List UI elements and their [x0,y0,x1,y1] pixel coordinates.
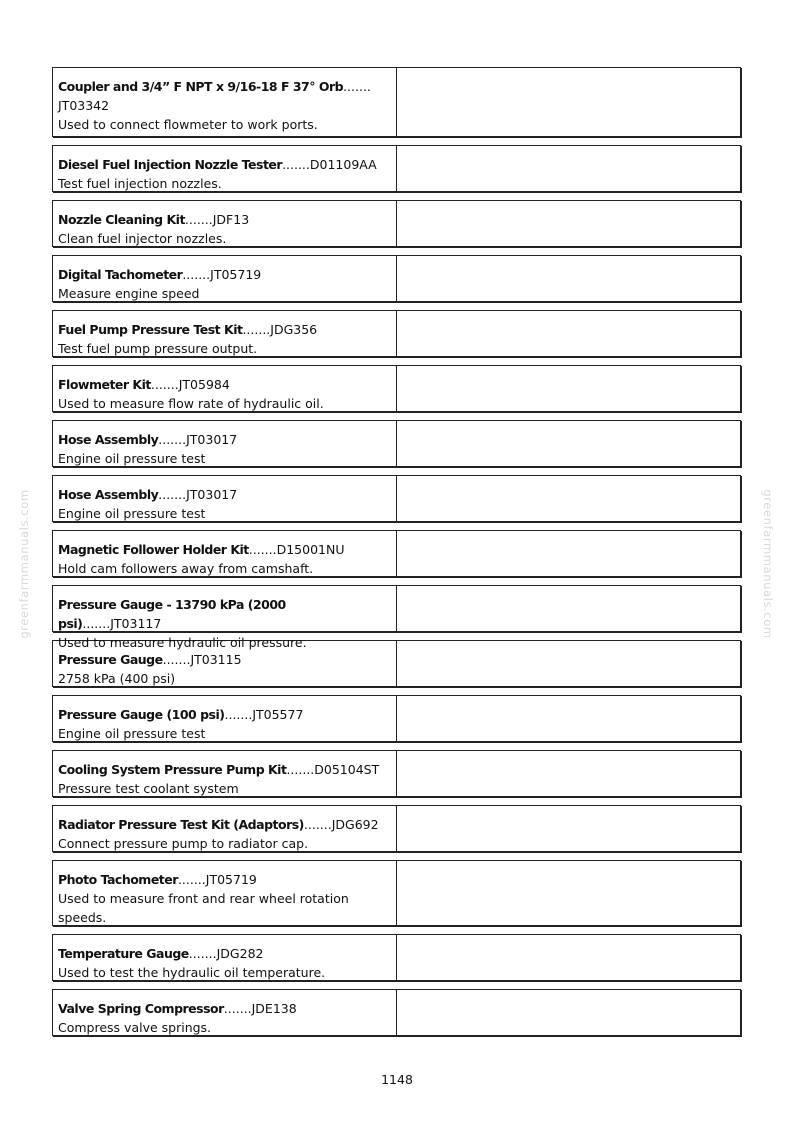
tool-notes-cell [397,421,740,466]
tool-row [52,255,741,302]
tool-name: Hose Assembly [58,432,159,447]
tool-name: Digital Tachometer [58,267,183,282]
leader-dots: ....... [248,542,277,557]
tool-row [52,805,741,852]
tool-notes-cell [397,990,740,1035]
leader-dots: ....... [188,946,217,961]
tool-row [52,860,741,926]
tool-row [52,365,741,412]
tool-description: Clean fuel injector nozzles. [58,231,227,246]
tool-part-number: JDG692 [331,817,379,832]
tool-info-cell [53,476,397,521]
tool-description: Connect pressure pump to radiator cap. [58,836,309,851]
tool-part-number: D15001NU [276,542,345,557]
tool-title-line [58,77,390,96]
tool-title-line [58,155,390,174]
tool-notes-cell [397,311,740,356]
leader-dots: ....... [182,267,211,282]
tool-notes-cell [397,476,740,521]
tool-title-line [58,705,390,724]
tool-part-number: JDG356 [270,322,318,337]
tool-info-cell [53,861,397,925]
leader-dots: ....... [303,817,332,832]
tool-info-cell [53,311,397,356]
tool-part-number: JT05719 [205,872,257,887]
tool-notes-cell [397,641,740,686]
tool-info-cell [53,366,397,411]
tool-info-cell [53,586,397,650]
tool-name: Pressure Gauge (100 psi) [58,707,225,722]
leader-dots: ....... [343,79,371,94]
tool-row [52,585,741,650]
tool-part-number: JT03115 [190,652,242,667]
tool-title-line [58,540,390,559]
tool-title-line [58,430,390,449]
tool-part-number: JT05577 [252,707,304,722]
tool-name: Photo Tachometer [58,872,178,887]
tool-description: Engine oil pressure test [58,726,206,741]
tool-info-cell [53,68,397,136]
tool-info-cell [53,531,397,576]
tool-title-line [58,265,390,284]
tool-description: Pressure test coolant system [58,781,239,796]
tool-notes-cell [397,935,740,980]
leader-dots: ....... [286,762,315,777]
tool-description: Used to measure hydraulic oil pressure. [58,635,307,650]
leader-dots: ....... [223,1001,252,1016]
tool-name: Magnetic Follower Holder Kit [58,542,249,557]
tool-part-number: JT05719 [210,267,262,282]
tool-info-cell [53,696,397,741]
tool-part-number: JT03117 [110,616,162,631]
page-number: 1148 [381,1072,413,1087]
tool-part-number: JDE138 [251,1001,297,1016]
tool-title-line [58,870,390,889]
tool-notes-cell [397,256,740,301]
tool-list [52,67,741,1044]
tool-part-number: JT03017 [186,432,238,447]
tool-description: 2758 kPa (400 psi) [58,671,176,686]
tool-part-number: JDF13 [212,212,250,227]
watermark-right: greenfarmmanuals.com [761,489,775,639]
tool-description: Test fuel pump pressure output. [58,341,258,356]
leader-dots: ....... [158,432,187,447]
tool-description: Used to measure front and rear wheel rotation speeds. [58,891,349,925]
tool-row [52,640,741,687]
tool-description: Engine oil pressure test [58,506,206,521]
tool-name: Temperature Gauge [58,946,189,961]
leader-dots: ....... [282,157,310,172]
leader-dots: ....... [184,212,213,227]
tool-row [52,420,741,467]
tool-description: Used to connect flowmeter to work ports. [58,117,318,132]
tool-row [52,145,741,192]
tool-description: Hold cam followers away from camshaft. [58,561,314,576]
tool-notes-cell [397,68,740,136]
tool-name: Cooling System Pressure Pump Kit [58,762,287,777]
tool-name: Hose Assembly [58,487,159,502]
tool-description: Used to measure flow rate of hydraulic oil. [58,396,324,411]
tool-name: Flowmeter Kit [58,377,151,392]
tool-description: Measure engine speed [58,286,200,301]
tool-part-number: JDG282 [216,946,264,961]
tool-description: Used to test the hydraulic oil temperature. [58,965,326,980]
leader-dots: ....... [177,872,206,887]
tool-row [52,67,741,137]
tool-part-number: D01109AA [309,157,377,172]
tool-title-line [58,210,390,229]
tool-part-number: JT03017 [186,487,238,502]
leader-dots: ....... [82,616,111,631]
leader-dots: ....... [158,487,187,502]
tool-row [52,989,741,1036]
tool-description: Engine oil pressure test [58,451,206,466]
tool-title-line [58,485,390,504]
tool-title-line [58,650,390,669]
tool-info-cell [53,935,397,980]
tool-notes-cell [397,806,740,851]
tool-info-cell [53,421,397,466]
tool-info-cell [53,806,397,851]
leader-dots: ....... [242,322,271,337]
tool-row [52,530,741,577]
tool-name: Pressure Gauge [58,652,163,667]
tool-title-line [58,760,390,779]
tool-name: Coupler and 3/4” F NPT x 9/16-18 F 37° Orb [58,79,344,94]
tool-row [52,934,741,981]
tool-name: Radiator Pressure Test Kit (Adaptors) [58,817,304,832]
tool-info-cell [53,256,397,301]
tool-title-line [58,595,390,633]
watermark-left: greenfarmmanuals.com [17,489,31,639]
tool-name: Nozzle Cleaning Kit [58,212,185,227]
tool-notes-cell [397,696,740,741]
tool-row [52,200,741,247]
tool-description: Compress valve springs. [58,1020,212,1035]
tool-info-cell [53,751,397,796]
tool-notes-cell [397,146,740,191]
tool-part-number: D05104ST [314,762,380,777]
tool-description: Test fuel injection nozzles. [58,176,222,191]
tool-part-number: JT03342 [58,98,110,113]
tool-title-line [58,320,390,339]
tool-part-number: JT05984 [178,377,230,392]
leader-dots: ....... [162,652,191,667]
leader-dots: ....... [224,707,253,722]
tool-notes-cell [397,366,740,411]
tool-row [52,310,741,357]
tool-title-line [58,944,390,963]
tool-row [52,750,741,797]
tool-info-cell [53,201,397,246]
tool-notes-cell [397,861,740,925]
tool-info-cell [53,146,397,191]
leader-dots: ....... [150,377,179,392]
tool-title-line [58,815,390,834]
tool-notes-cell [397,201,740,246]
tool-notes-cell [397,531,740,576]
tool-name: Fuel Pump Pressure Test Kit [58,322,243,337]
tool-title-line [58,375,390,394]
tool-notes-cell [397,751,740,796]
tool-notes-cell [397,586,740,631]
tool-name: Diesel Fuel Injection Nozzle Tester [58,157,283,172]
tool-name: Pressure Gauge - 13790 kPa (2000 psi) [58,597,286,631]
tool-info-cell [53,990,397,1035]
tool-info-cell [53,641,397,686]
tool-row [52,695,741,742]
tool-title-line [58,999,390,1018]
tool-name: Valve Spring Compressor [58,1001,224,1016]
tool-row [52,475,741,522]
